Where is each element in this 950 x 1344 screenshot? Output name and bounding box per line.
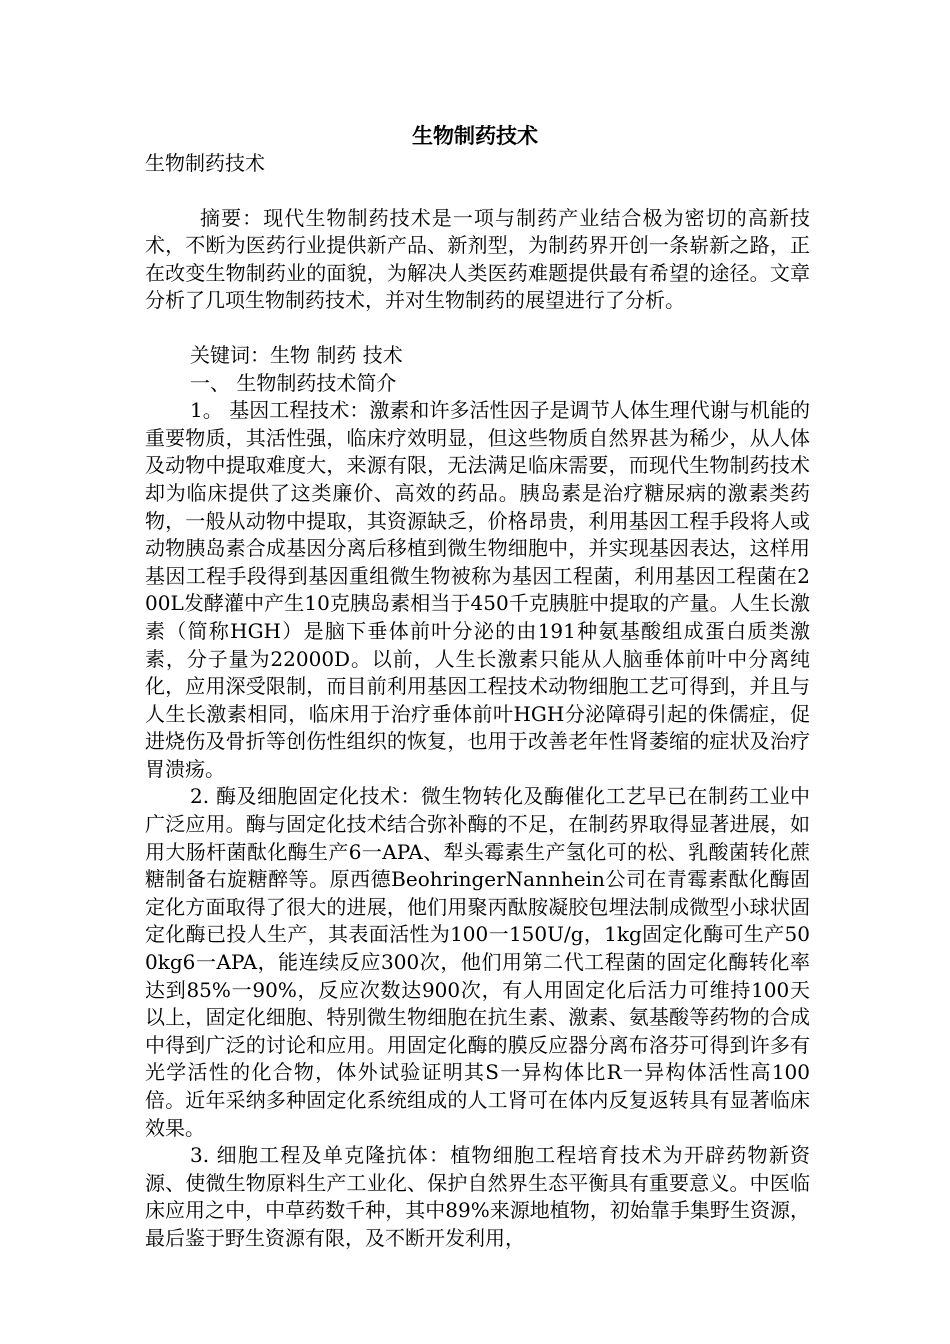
document-title: 生物制药技术	[412, 123, 538, 148]
keywords-line: 关键词：生物 制药 技术	[190, 342, 403, 367]
body-paragraph-gene-engineering: 1。 基因工程技术：激素和许多活性因子是调节人体生理代谢与机能的重要物质，其活性强，临床疗效明显，但这些物质自然界甚为稀少，从人体及动物中提取难度大，来源有限，无法满足临床需要，而现代生物制药技术却为临床提供了这类廉价、高效的药品。胰岛素是治疗糖尿病的激素类药物，一般从动物中提取，其资源缺乏，价格昂贵，利用基因工程手段将人或动物胰岛素合成基因分离后移植到微生物细胞中，并实现基因表达，这样用基因工程手段得到基因重组微生物被称为基因工程菌，利用基因工程菌在200L发酵灌中产生10克胰岛素相当于450千克胰脏中提取的产量。人生长激素（简称HGH）是脑下垂体前叶分泌的由191种氨基酸组成蛋白质类激素，分子量为22000D。以前，人生长激素只能从人脑垂体前叶中分离纯化，应用深受限制，而目前利用基因工程技术动物细胞工艺可得到，并且与人生长激素相同，临床用于治疗垂体前叶HGH分泌障碍引起的侏儒症，促进烧伤及骨折等创伤性组织的恢复，也用于改善老年性肾萎缩的症状及治疗胃溃疡。	[145, 398, 810, 781]
body-paragraph-cell-engineering: 3. 细胞工程及单克隆抗体：植物细胞工程培育技术为开辟药物新资源、使微生物原料生产工业化、保护自然界生态平衡具有重要意义。中医临床应用之中，中草药数千种，其中89%来源地植物，初始靠手集野生资源，最后鉴于野生资源有限，及不断开发利用，	[145, 1143, 810, 1250]
document-subtitle: 生物制药技术	[145, 151, 265, 175]
section-heading: 一、 生物制药技术简介	[190, 370, 397, 395]
body-paragraph-enzyme-immobilization: 2. 酶及细胞固定化技术：微生物转化及酶催化工艺早已在制药工业中广泛应用。酶与固定化技术结合弥补酶的不足，在制药界取得显著进展，如用大肠杆菌酞化酶生产6一APA、犁头霉素生产氢化可的松、乳酸菌转化蔗糖制备右旋糖醉等。原西德BeohringerNannhein公司在青霉素酞化酶固定化方面取得了很大的进展，他们用聚丙酞胺凝胶包埋法制成微型小球状固定化酶已投人生产，其表面活性为100一150U/g，1kg固定化酶可生产500kg6一APA，能连续反应300次，他们用第二代工程菌的固定化酶转化率达到85%一90%，反应次数达900次，有人用固定化后活力可维持100天以上，固定化细胞、特别微生物细胞在抗生素、激素、氨基酸等药物的合成中得到广泛的讨论和应用。用固定化酶的膜反应器分离布洛芬可得到许多有光学活性的化合物，体外试验证明其S一异构体比R一异构体活性高100倍。近年采纳多种固定化系统组成的人工肾可在体内反复返转具有显著临床效果。	[145, 784, 810, 1140]
abstract-paragraph: 摘要：现代生物制药技术是一项与制药产业结合极为密切的高新技术，不断为医药行业提供新产品、新剂型，为制药界开创一条崭新之路，正在改变生物制药业的面貌，为解决人类医药难题提供最有希望的途径。文章分析了几项生物制药技术，并对生物制药的展望进行了分析。	[145, 205, 810, 313]
document-body	[145, 150, 810, 1253]
